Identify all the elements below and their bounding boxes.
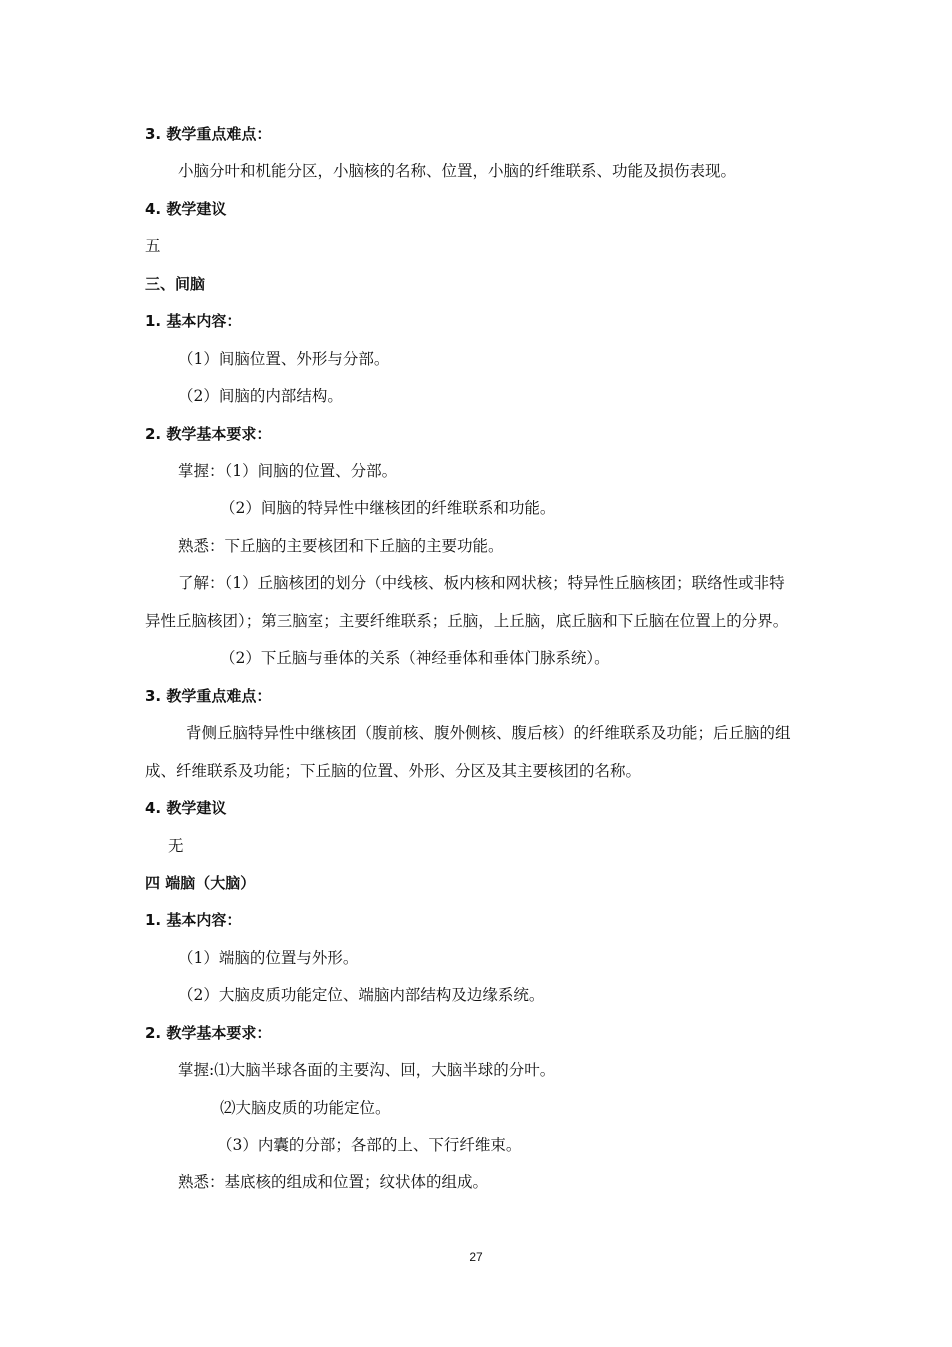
paragraph-line: 背侧丘脑特异性中继核团（腹前核、腹外侧核、腹后核）的纤维联系及功能；后丘脑的组 [186, 724, 791, 742]
paragraph-line: （3）内囊的分部；各部的上、下行纤维束。 [217, 1136, 522, 1154]
paragraph-line: 无 [168, 837, 184, 855]
list-item: （2）大脑皮质功能定位、端脑内部结构及边缘系统。 [178, 986, 545, 1004]
paragraph-line: 熟悉：下丘脑的主要核团和下丘脑的主要功能。 [178, 537, 504, 555]
heading-basic-content: 1. 基本内容： [145, 911, 242, 929]
paragraph-line: 掌握：（1）间脑的位置、分部。 [178, 462, 398, 480]
paragraph-line: （2）间脑的特异性中继核团的纤维联系和功能。 [220, 499, 556, 517]
paragraph-line: （2）下丘脑与垂体的关系（神经垂体和垂体门脉系统）。 [220, 649, 610, 667]
heading-basic-requirements: 2. 教学基本要求： [145, 425, 272, 443]
paragraph-line: 熟悉：基底核的组成和位置；纹状体的组成。 [178, 1173, 489, 1191]
paragraph-line: 异性丘脑核团）；第三脑室；主要纤维联系；丘脑，上丘脑，底丘脑和下丘脑在位置上的分界。 [145, 612, 789, 630]
list-item: （2）间脑的内部结构。 [178, 387, 343, 405]
paragraph-line: ⑵大脑皮质的功能定位。 [220, 1099, 391, 1117]
page-number: 27 [469, 1250, 483, 1264]
list-item: （1）间脑位置、外形与分部。 [178, 350, 390, 368]
section-heading-telencephalon: 四 端脑（大脑） [145, 874, 256, 892]
heading-teaching-advice: 4. 教学建议 [145, 799, 227, 817]
paragraph-line: 了解：（1）丘脑核团的划分（中线核、板内核和网状核；特异性丘脑核团；联络性或非特 [178, 574, 785, 592]
heading-teaching-key-points: 3. 教学重点难点： [145, 125, 272, 143]
heading-basic-content: 1. 基本内容： [145, 312, 242, 330]
paragraph-line: 五 [145, 237, 161, 255]
paragraph-line: 小脑分叶和机能分区，小脑核的名称、位置，小脑的纤维联系、功能及损伤表现。 [178, 162, 737, 180]
heading-basic-requirements: 2. 教学基本要求： [145, 1024, 272, 1042]
heading-teaching-key-points: 3. 教学重点难点： [145, 687, 272, 705]
list-item: （1）端脑的位置与外形。 [178, 949, 359, 967]
section-heading-diencephalon: 三、间脑 [145, 275, 206, 293]
heading-teaching-advice: 4. 教学建议 [145, 200, 227, 218]
paragraph-line: 成、纤维联系及功能；下丘脑的位置、外形、分区及其主要核团的名称。 [145, 762, 642, 780]
paragraph-line: 掌握:⑴大脑半球各面的主要沟、回，大脑半球的分叶。 [178, 1061, 556, 1079]
